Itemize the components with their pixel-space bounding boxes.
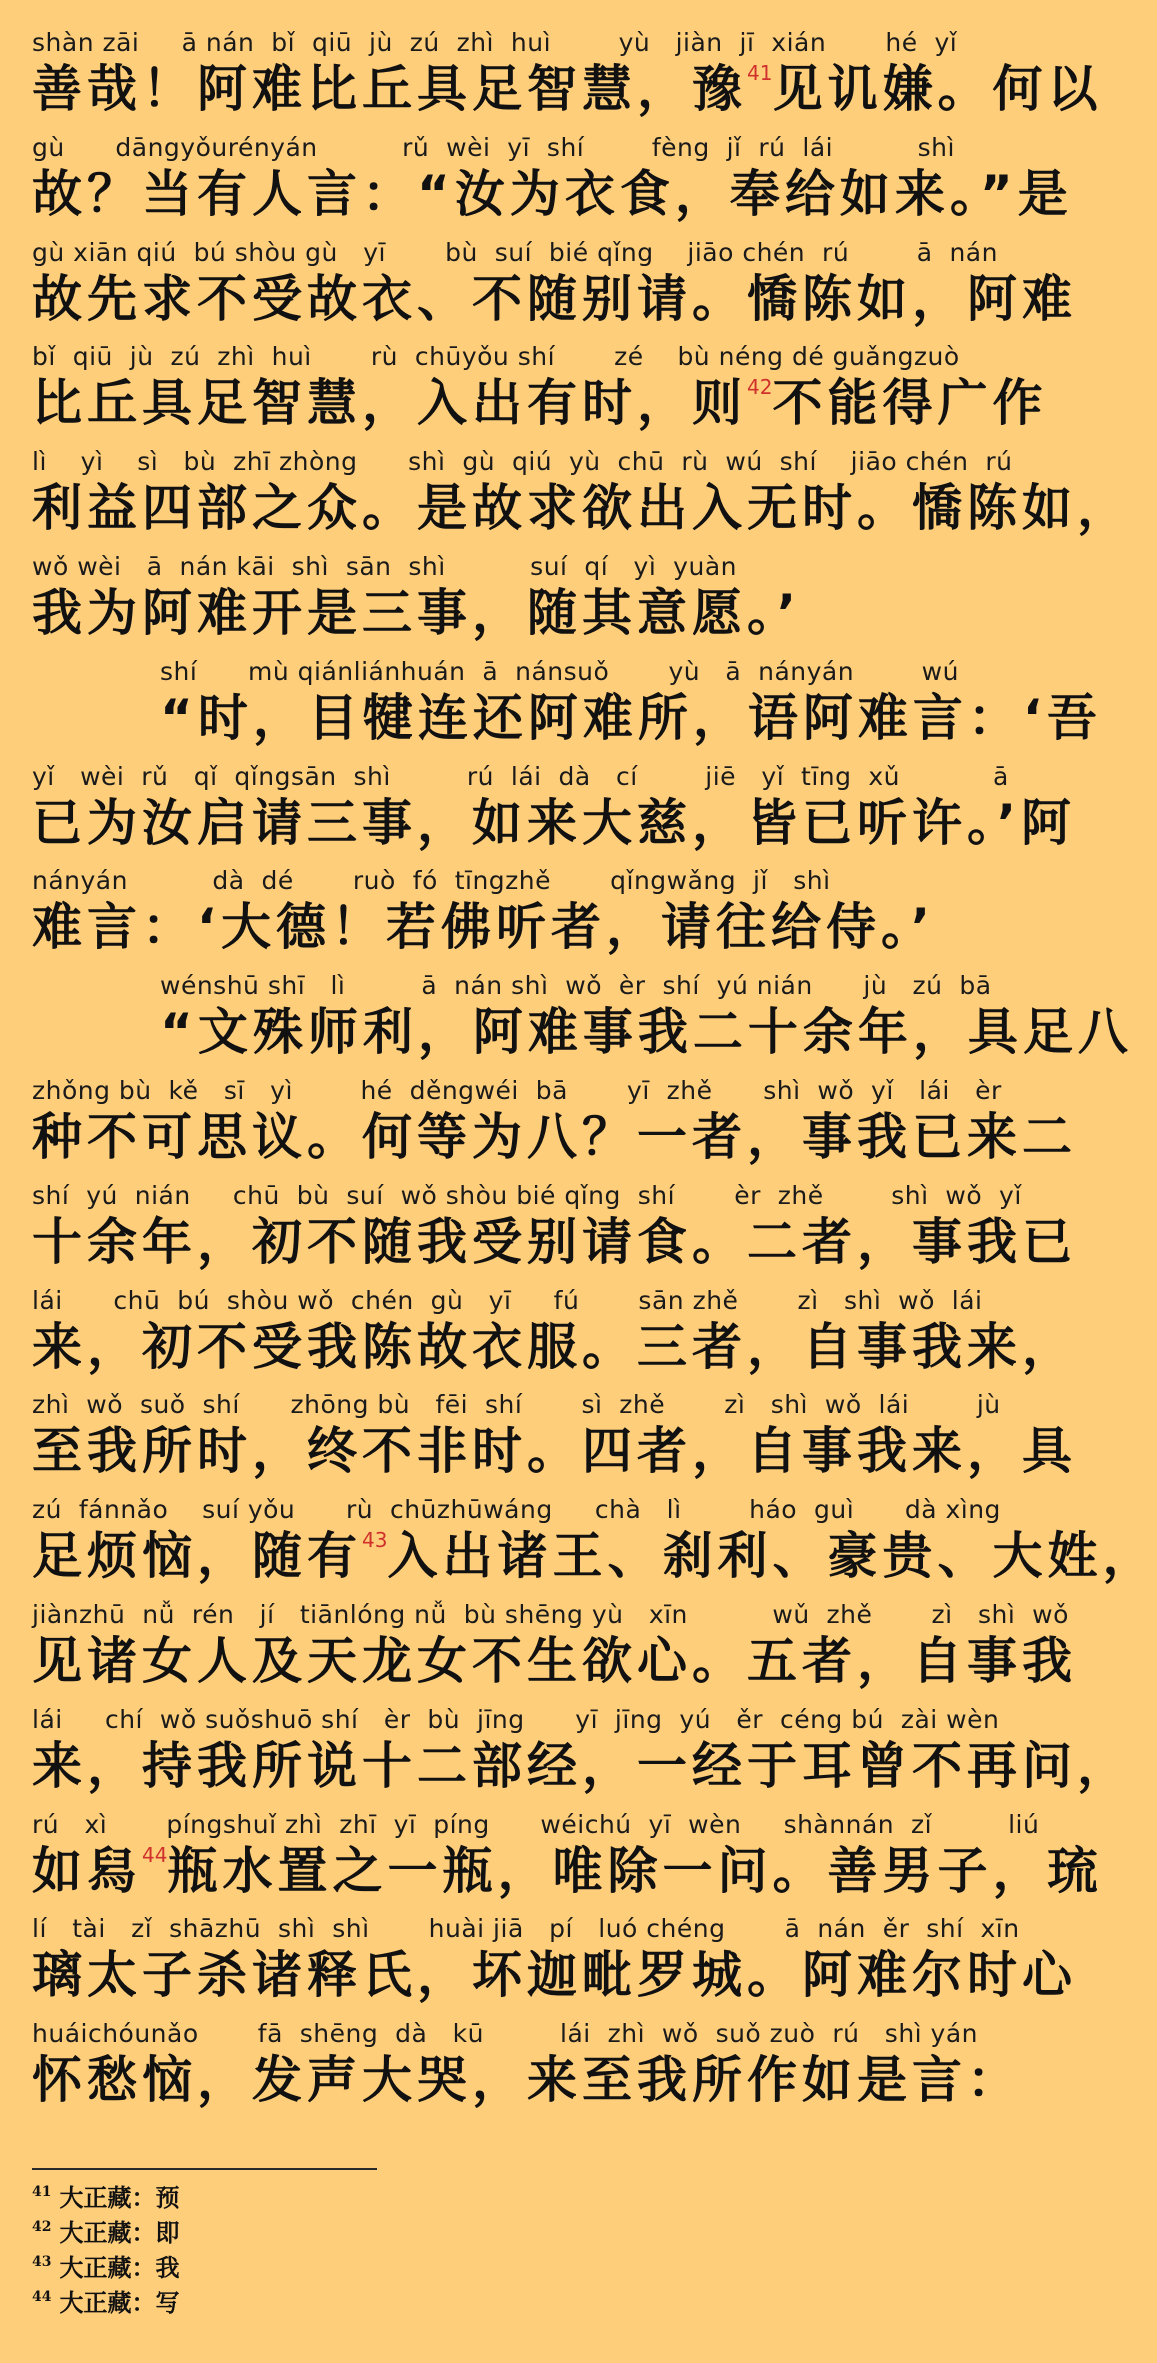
pinyin-row: zú fánnǎo suí yǒu rù chūzhūwáng chà lì háo guì dà xìng (32, 1495, 1001, 1525)
hanzi-text: 瓶水置之一瓶，唯除一问。善男子，琉 (167, 1841, 1103, 1900)
hanzi-text: “文殊师利，阿难事我二十余年，具足八 (160, 1003, 1133, 1062)
hanzi-row (160, 1001, 1133, 1063)
footnote-marker: 42 (747, 375, 773, 400)
hanzi-text: 见讥嫌。何以 (772, 60, 1103, 118)
text-line (32, 1076, 1077, 1168)
text-line (32, 447, 1132, 539)
hanzi-row (32, 1420, 1077, 1482)
footnote-text: 大正藏：写 (59, 2288, 180, 2317)
hanzi-text: 善哉！阿难比丘具足智慧，豫 (32, 60, 747, 118)
footnote-marker: 41 (747, 61, 773, 85)
hanzi-text: 怀愁恼，发声大哭，来至我所作如是言： (32, 2051, 1022, 2110)
hanzi-text: 入出诸王、刹利、豪贵、大姓， (387, 1527, 1157, 1586)
text-line (32, 552, 1052, 644)
text-line (32, 1914, 1077, 2006)
hanzi-text: 至我所时，终不非时。四者，自事我来，具 (32, 1422, 1077, 1481)
text-line (32, 761, 1076, 854)
hanzi-row (32, 477, 1132, 539)
footnotes (32, 2180, 179, 2320)
hanzi-row (32, 792, 1076, 854)
hanzi-text: 已为汝启请三事，如来大慈，皆已听许。’阿 (32, 793, 1076, 852)
hanzi-row (32, 268, 1077, 330)
hanzi-row (32, 58, 1103, 120)
text-line (32, 342, 1052, 434)
footnote-item (32, 2285, 179, 2320)
hanzi-text: 如舄 (32, 1841, 142, 1900)
footnote-item (32, 2250, 179, 2285)
text-line (32, 237, 1077, 330)
hanzi-row (32, 163, 1073, 225)
hanzi-row (32, 1316, 1077, 1378)
pinyin-row: yǐ wèi rǔ qǐ qǐngsān shì rú lái dà cí jiē yǐ tīng xǔ ā (32, 761, 1009, 791)
hanzi-text: 十余年，初不随我受别请食。二者，事我已 (32, 1212, 1077, 1271)
pinyin-row: lái chū bú shòu wǒ chén gù yī fú sān zhě zì shì wǒ lái (32, 1285, 983, 1315)
pinyin-row: shí yú nián chū bù suí wǒ shòu bié qǐng shí èr zhě shì wǒ yǐ (32, 1180, 1022, 1210)
hanzi-row (32, 1944, 1077, 2006)
footnote-number: 42 (32, 2219, 52, 2235)
text-line (32, 28, 1103, 120)
footnote-marker: 44 (142, 1842, 168, 1867)
footnote-item (32, 2180, 179, 2215)
footnote-number: 44 (32, 2289, 52, 2305)
pinyin-row: wǒ wèi ā nán kāi shì sān shì suí qí yì yuàn (32, 552, 737, 581)
pinyin-row: wénshū shī lì ā nán shì wǒ èr shí yú nián jù zú bā (160, 971, 992, 1001)
text-line (32, 132, 1073, 225)
hanzi-text: 种不可思议。何等为八？一者，事我已来二 (32, 1108, 1077, 1166)
hanzi-row (32, 1735, 1132, 1797)
footnote-divider (32, 2168, 377, 2170)
hanzi-text: 利益四部之众。是故求欲出入无时。憍陈如， (32, 479, 1132, 538)
hanzi-text: 故？当有人言：“汝为衣食，奉给如来。”是 (32, 164, 1073, 223)
text-line (160, 971, 1133, 1063)
footnote-text: 大正藏：预 (59, 2183, 180, 2212)
pinyin-row: zhǒng bù kě sī yì hé děngwéi bā yī zhě shì wǒ yǐ lái èr (32, 1076, 1002, 1105)
pinyin-row: zhì wǒ suǒ shí zhōng bù fēi shí sì zhě zì shì wǒ lái jù (32, 1390, 1001, 1420)
pinyin-row: nányán dà dé ruò fó tīngzhě qǐngwǎng jǐ shì (32, 866, 831, 896)
text-line (160, 656, 1102, 749)
hanzi-row (32, 1211, 1077, 1273)
hanzi-row (32, 372, 1052, 434)
footnote-number: 41 (32, 2184, 52, 2200)
pinyin-row: gù dāngyǒurényán rǔ wèi yī shí fèng jǐ rú lái shì (32, 132, 955, 162)
footnote-text: 大正藏：即 (59, 2218, 180, 2247)
hanzi-text: 来，初不受我陈故衣服。三者，自事我来， (32, 1317, 1077, 1376)
footnote-marker: 43 (362, 1528, 388, 1553)
pinyin-row: lái chí wǒ suǒshuō shí èr bù jīng yī jīng yú ěr céng bú zài wèn (32, 1704, 1000, 1734)
hanzi-text: 足烦恼，随有 (32, 1527, 362, 1586)
text-line (32, 1180, 1077, 1273)
hanzi-text: “时，目犍连还阿难所，语阿难言：‘吾 (160, 688, 1102, 747)
text-line (32, 1704, 1132, 1797)
pinyin-row: gù xiān qiú bú shòu gù yī bù suí bié qǐng jiāo chén rú ā nán (32, 237, 998, 267)
pinyin-row: lí tài zǐ shāzhū shì shì huài jiā pí luó chéng ā nán ěr shí xīn (32, 1914, 1020, 1944)
text-line (32, 866, 1052, 958)
text-line (32, 1285, 1077, 1378)
hanzi-row (32, 1106, 1077, 1168)
hanzi-text: 来，持我所说十二部经，一经于耳曾不再问， (32, 1736, 1132, 1795)
text-line (32, 1495, 1157, 1587)
pinyin-row: lì yì sì bù zhī zhòng shì gù qiú yù chū rù wú shí jiāo chén rú (32, 447, 1013, 477)
hanzi-row (32, 1630, 1077, 1692)
pinyin-row: huáichóunǎo fā shēng dà kū lái zhì wǒ suǒ zuò rú shì yán (32, 2019, 979, 2049)
hanzi-text: 比丘具足智慧，入出有时，则 (32, 374, 747, 433)
hanzi-text: 难言：‘大德！若佛听者，请往给侍。’ (32, 898, 935, 957)
hanzi-text: 不能得广作 (772, 374, 1048, 433)
hanzi-row (160, 687, 1102, 749)
pinyin-row: bǐ qiū jù zú zhì huì rù chūyǒu shí zé bù néng dé guǎngzuò (32, 342, 960, 372)
hanzi-text: 故先求不受故衣、不随别请。憍陈如，阿难 (32, 269, 1077, 328)
hanzi-row (32, 2049, 1052, 2111)
footnote-text: 大正藏：我 (59, 2253, 180, 2282)
text-line (32, 2019, 1052, 2111)
hanzi-row (32, 896, 1052, 958)
pinyin-row: rú xì píngshuǐ zhì zhī yī píng wéichú yī wèn shànnán zǐ liú (32, 1809, 1040, 1839)
hanzi-row (32, 582, 1052, 644)
text-line (32, 1390, 1077, 1482)
pinyin-row: jiànzhū nǚ rén jí tiānlóng nǚ bù shēng yù xīn wǔ zhě zì shì wǒ (32, 1600, 1069, 1629)
footnote-number: 43 (32, 2254, 52, 2270)
hanzi-row (32, 1840, 1103, 1902)
text-line (32, 1600, 1077, 1692)
hanzi-text: 璃太子杀诸释氏，坏迦毗罗城。阿难尔时心 (32, 1946, 1077, 2005)
pinyin-row: shàn zāi ā nán bǐ qiū jù zú zhì huì yù jiàn jī xián hé yǐ (32, 28, 958, 57)
hanzi-text: 见诸女人及天龙女不生欲心。五者，自事我 (32, 1632, 1077, 1690)
hanzi-row (32, 1525, 1157, 1587)
footnote-item (32, 2215, 179, 2250)
pinyin-row: shí mù qiánliánhuán ā nánsuǒ yù ā nányán wú (160, 656, 959, 686)
hanzi-text: 我为阿难开是三事，随其意愿。’ (32, 584, 801, 642)
text-line (32, 1809, 1103, 1902)
